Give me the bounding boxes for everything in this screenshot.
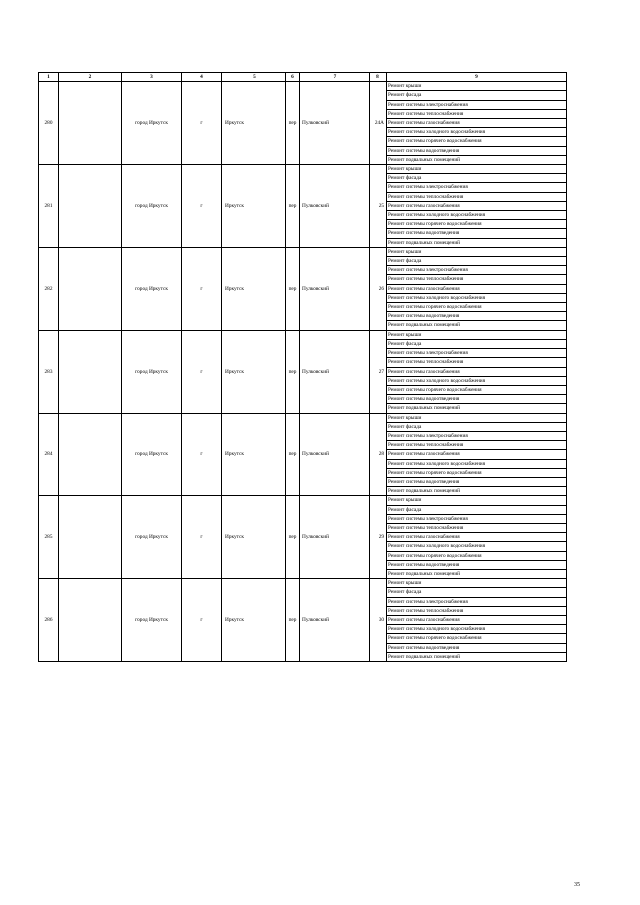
work-type: Ремонт крыши [387,413,567,422]
work-type: Ремонт подвальных помещений [387,321,567,330]
work-type: Ремонт системы холодного водоснабжения [387,459,567,468]
work-type: Ремонт крыши [387,165,567,174]
work-type: Ремонт фасада [387,91,567,100]
work-type: Ремонт системы горячего водоснабжения [387,468,567,477]
table-row [39,496,567,505]
work-type: Ремонт системы электроснабжения [387,183,567,192]
house-number: 26 [370,247,387,330]
city-name: Иркутск [222,247,286,330]
work-type: Ремонт системы газоснабжения [387,119,567,128]
work-type: Ремонт системы холодного водоснабжения [387,542,567,551]
row-number: 283 [39,330,59,413]
column-2-cell [59,496,122,579]
street-type: пер [286,579,300,662]
work-type: Ремонт крыши [387,330,567,339]
settlement-name: город Иркутск [122,165,182,248]
work-type: Ремонт системы горячего водоснабжения [387,634,567,643]
work-type: Ремонт крыши [387,579,567,588]
street-name: Пулковский [300,165,370,248]
column-header-6: 6 [286,73,300,82]
settlement-name: город Иркутск [122,579,182,662]
house-number: 27 [370,330,387,413]
city-name: Иркутск [222,579,286,662]
work-type: Ремонт подвальных помещений [387,155,567,164]
table-row [39,413,567,422]
work-type: Ремонт системы теплоснабжения [387,441,567,450]
page-number: 35 [574,882,580,888]
street-type: пер [286,165,300,248]
work-type: Ремонт системы теплоснабжения [387,358,567,367]
work-type: Ремонт системы холодного водоснабжения [387,293,567,302]
work-type: Ремонт системы холодного водоснабжения [387,211,567,220]
street-name: Пулковский [300,413,370,496]
house-number: 30 [370,579,387,662]
settlement-type: г [182,165,222,248]
settlement-type: г [182,579,222,662]
city-name: Иркутск [222,413,286,496]
column-2-cell [59,165,122,248]
column-header-9: 9 [387,73,567,82]
street-type: пер [286,82,300,165]
row-number: 284 [39,413,59,496]
work-type: Ремонт системы горячего водоснабжения [387,137,567,146]
row-number: 281 [39,165,59,248]
work-type: Ремонт системы теплоснабжения [387,606,567,615]
table-row [39,579,567,588]
settlement-name: город Иркутск [122,496,182,579]
row-number: 282 [39,247,59,330]
work-type: Ремонт подвальных помещений [387,404,567,413]
work-type: Ремонт системы водоотведения [387,560,567,569]
street-type: пер [286,413,300,496]
work-type: Ремонт системы теплоснабжения [387,523,567,532]
work-type: Ремонт подвальных помещений [387,569,567,578]
column-header-2: 2 [59,73,122,82]
work-type: Ремонт фасада [387,174,567,183]
house-number: 24А [370,82,387,165]
street-name: Пулковский [300,330,370,413]
settlement-type: г [182,496,222,579]
settlement-name: город Иркутск [122,330,182,413]
column-header-4: 4 [182,73,222,82]
street-name: Пулковский [300,496,370,579]
column-2-cell [59,330,122,413]
settlement-type: г [182,413,222,496]
work-type: Ремонт крыши [387,82,567,91]
row-number: 285 [39,496,59,579]
settlement-name: город Иркутск [122,82,182,165]
work-type: Ремонт системы газоснабжения [387,201,567,210]
settlement-type: г [182,330,222,413]
house-number: 28 [370,413,387,496]
work-type: Ремонт системы холодного водоснабжения [387,625,567,634]
column-2-cell [59,413,122,496]
work-type: Ремонт системы горячего водоснабжения [387,551,567,560]
work-type: Ремонт системы газоснабжения [387,367,567,376]
street-type: пер [286,496,300,579]
column-header-5: 5 [222,73,286,82]
work-type: Ремонт системы теплоснабжения [387,192,567,201]
row-number: 280 [39,82,59,165]
house-number: 29 [370,496,387,579]
column-header-8: 8 [370,73,387,82]
work-type: Ремонт системы теплоснабжения [387,109,567,118]
street-name: Пулковский [300,82,370,165]
table-body [39,82,567,662]
work-type: Ремонт системы электроснабжения [387,514,567,523]
work-type: Ремонт системы водоотведения [387,395,567,404]
street-type: пер [286,247,300,330]
work-type: Ремонт системы газоснабжения [387,615,567,624]
repair-register-table [38,72,567,662]
work-type: Ремонт системы горячего водоснабжения [387,385,567,394]
work-type: Ремонт системы горячего водоснабжения [387,220,567,229]
work-type: Ремонт фасада [387,422,567,431]
work-type: Ремонт системы водоотведения [387,312,567,321]
work-type: Ремонт системы газоснабжения [387,533,567,542]
table-row [39,82,567,91]
column-header-1: 1 [39,73,59,82]
work-type: Ремонт подвальных помещений [387,652,567,661]
work-type: Ремонт системы водоотведения [387,477,567,486]
table-row [39,165,567,174]
work-type: Ремонт системы теплоснабжения [387,275,567,284]
work-type: Ремонт системы электроснабжения [387,597,567,606]
city-name: Иркутск [222,82,286,165]
work-type: Ремонт системы водоотведения [387,229,567,238]
work-type: Ремонт системы водоотведения [387,643,567,652]
city-name: Иркутск [222,330,286,413]
work-type: Ремонт фасада [387,588,567,597]
settlement-type: г [182,82,222,165]
settlement-name: город Иркутск [122,247,182,330]
work-type: Ремонт системы электроснабжения [387,349,567,358]
work-type: Ремонт системы электроснабжения [387,100,567,109]
work-type: Ремонт подвальных помещений [387,238,567,247]
work-type: Ремонт системы горячего водоснабжения [387,303,567,312]
street-name: Пулковский [300,579,370,662]
work-type: Ремонт фасада [387,505,567,514]
work-type: Ремонт системы электроснабжения [387,431,567,440]
street-name: Пулковский [300,247,370,330]
header-row [39,73,567,82]
column-2-cell [59,247,122,330]
table-row [39,247,567,256]
settlement-type: г [182,247,222,330]
settlement-name: город Иркутск [122,413,182,496]
column-2-cell [59,579,122,662]
work-type: Ремонт системы водоотведения [387,146,567,155]
table-row [39,330,567,339]
work-type: Ремонт системы холодного водоснабжения [387,376,567,385]
work-type: Ремонт системы газоснабжения [387,450,567,459]
work-type: Ремонт крыши [387,496,567,505]
work-type: Ремонт фасада [387,339,567,348]
work-type: Ремонт фасада [387,257,567,266]
city-name: Иркутск [222,165,286,248]
work-type: Ремонт системы газоснабжения [387,284,567,293]
work-type: Ремонт системы холодного водоснабжения [387,128,567,137]
street-type: пер [286,330,300,413]
house-number: 25 [370,165,387,248]
city-name: Иркутск [222,496,286,579]
row-number: 286 [39,579,59,662]
work-type: Ремонт подвальных помещений [387,487,567,496]
work-type: Ремонт крыши [387,247,567,256]
column-header-7: 7 [300,73,370,82]
work-type: Ремонт системы электроснабжения [387,266,567,275]
column-header-3: 3 [122,73,182,82]
column-2-cell [59,82,122,165]
